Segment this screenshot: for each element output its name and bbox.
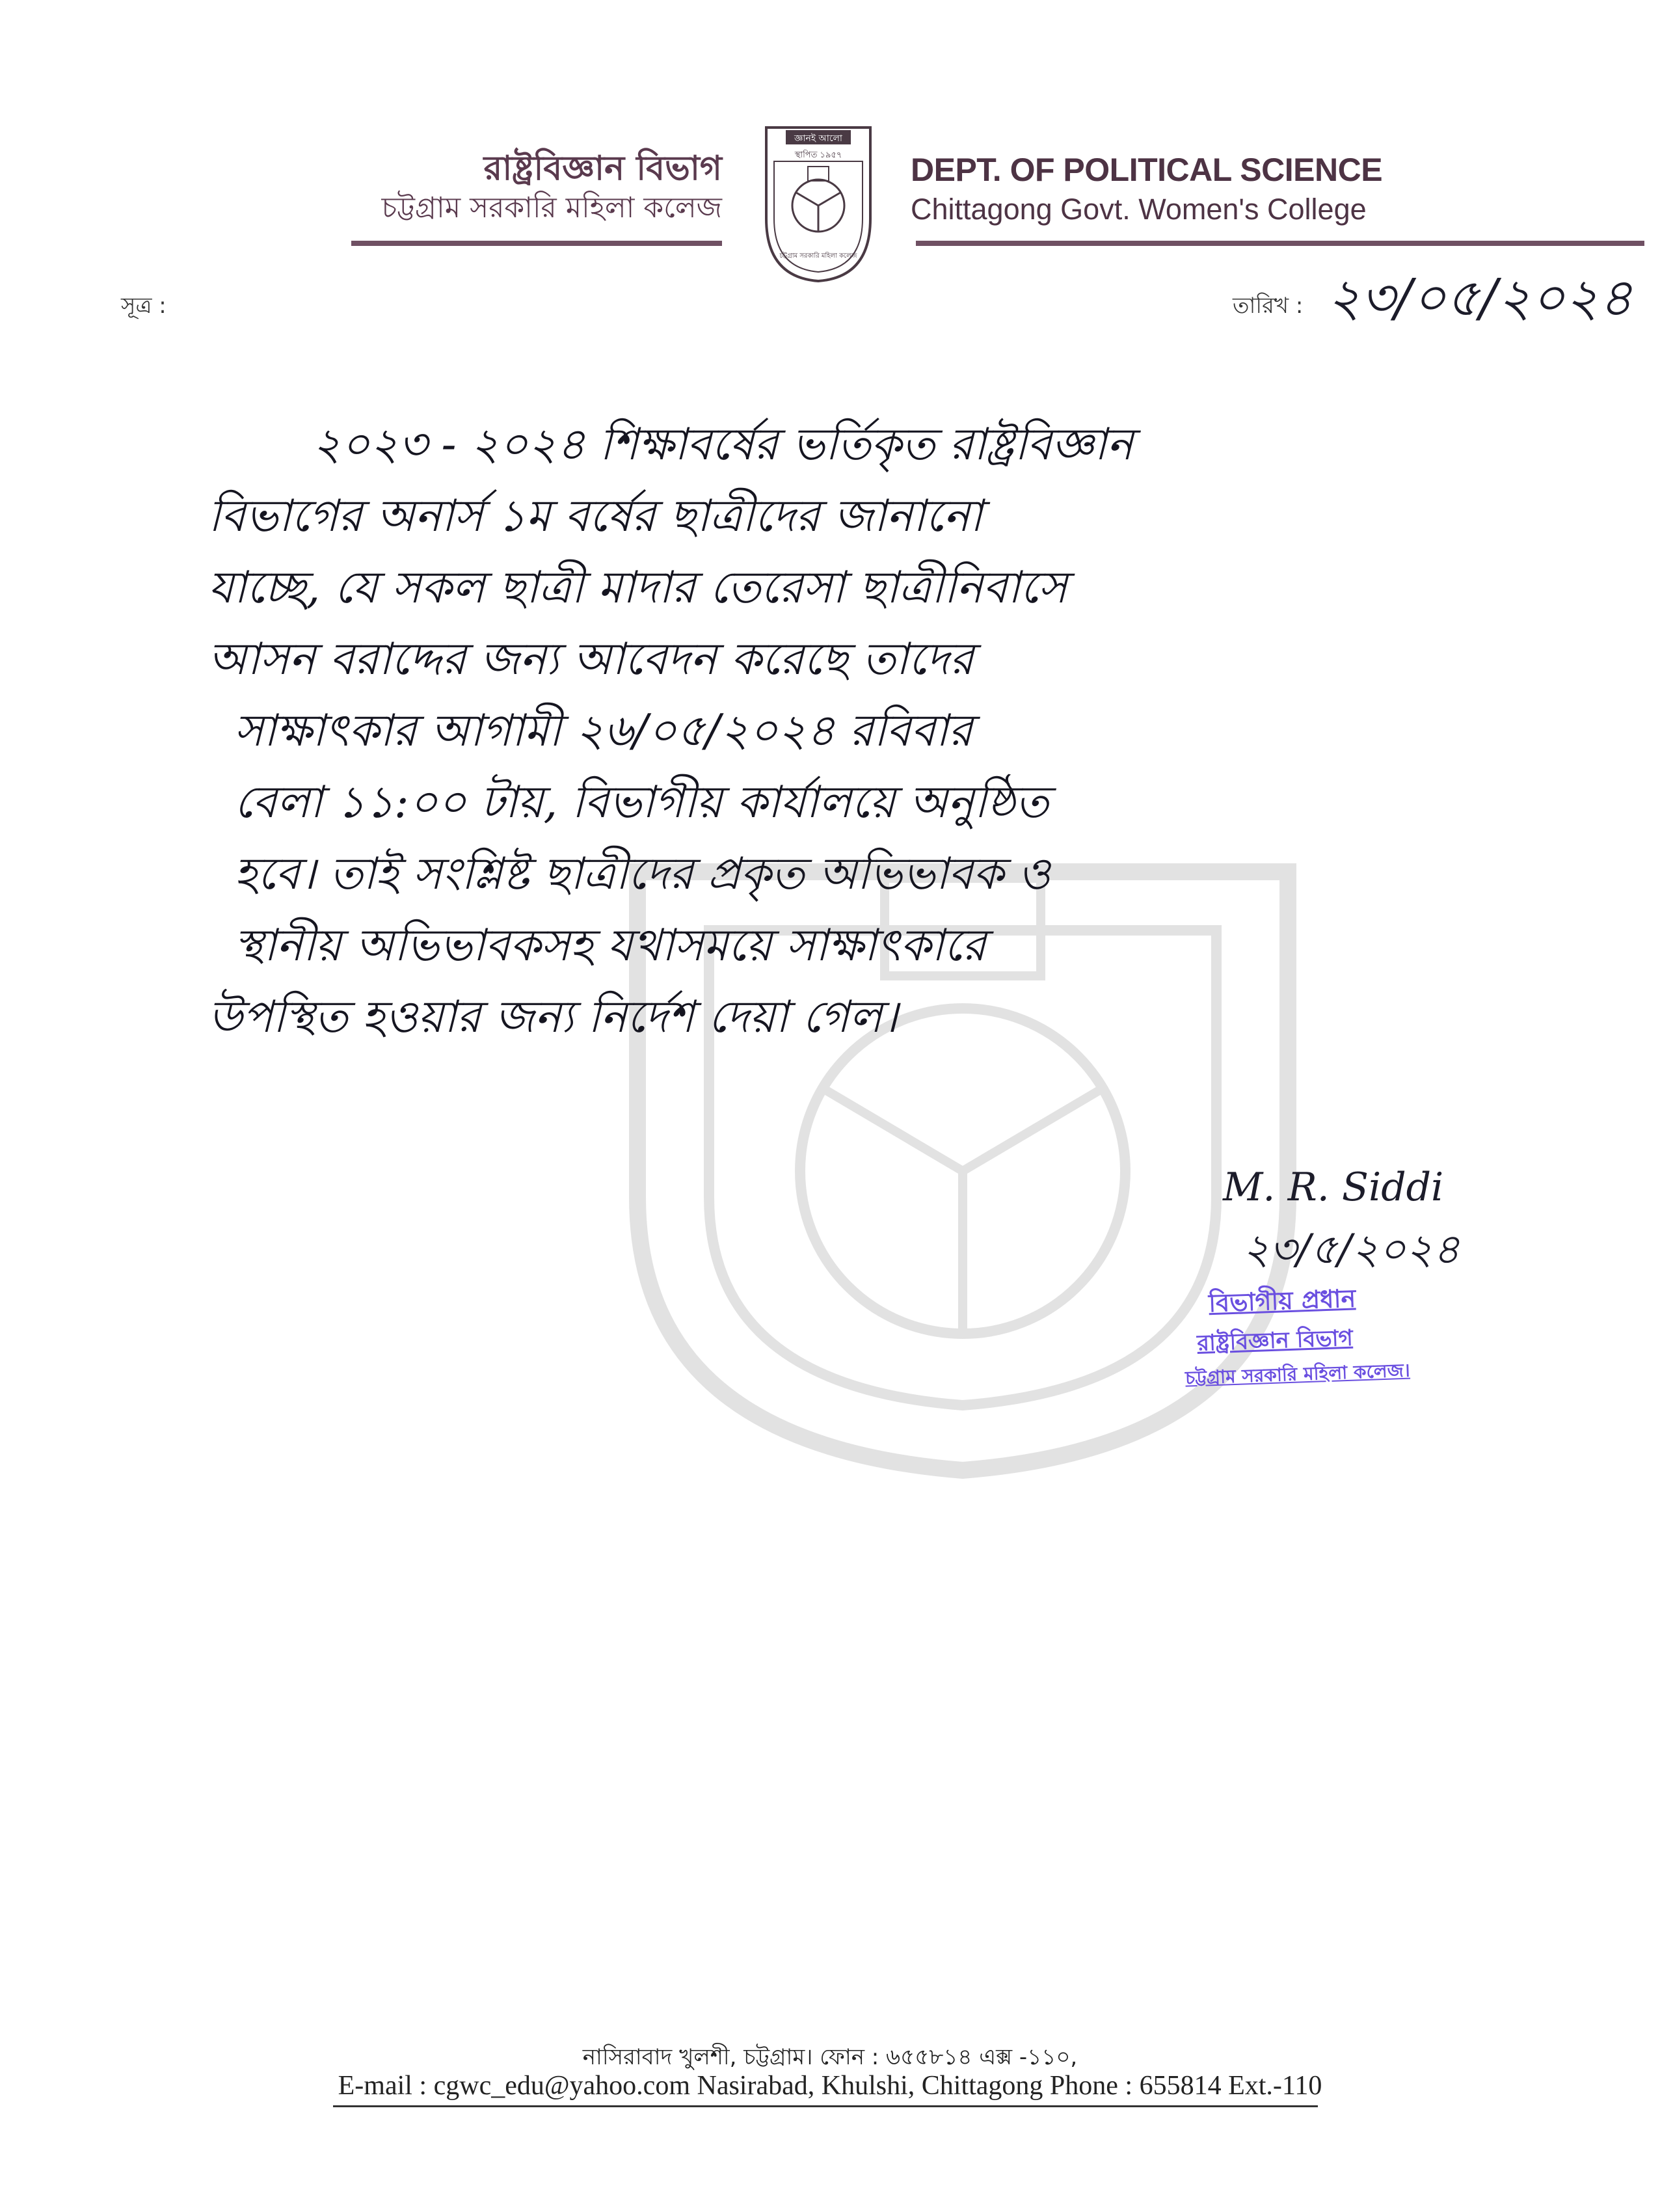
letterhead-rule-right xyxy=(916,241,1644,246)
english-department-title: DEPT. OF POLITICAL SCIENCE xyxy=(911,152,1383,188)
body-line: যাচ্ছে, যে সকল ছাত্রী মাদার তেরেসা ছাত্রীনিবাসে xyxy=(208,562,1067,614)
body-line: বেলা ১১:০০ টায়, বিভাগীয় কার্যালয়ে অনুষ্ঠিত xyxy=(234,777,1049,828)
footer-english-contact: E-mail : cgwc_edu@yahoo.com Nasirabad, Khulshi, Chittagong Phone : 655814 Ext.-110 xyxy=(338,2071,1322,2101)
english-college-name: Chittagong Govt. Women's College xyxy=(911,193,1367,226)
bangla-department-title: রাষ্ট্রবিজ্ঞান বিভাগ xyxy=(483,149,722,188)
footer-rule xyxy=(333,2105,1318,2107)
signature-date: ২৩/৫/২০২৪ xyxy=(1242,1226,1460,1274)
body-line: বিভাগের অনার্স ১ম বর্ষের ছাত্রীদের জানানো xyxy=(208,491,983,542)
letterhead-rule-left xyxy=(351,241,722,246)
college-logo xyxy=(760,121,877,284)
body-line: স্থানীয় অভিভাবকসহ যথাসময়ে সাক্ষাৎকারে xyxy=(234,920,986,971)
body-line: সাক্ষাৎকার আগামী ২৬/০৫/২০২৪ রবিবার xyxy=(234,705,973,757)
body-line: আসন বরাদ্দের জন্য আবেদন করেছে তাদের xyxy=(208,634,974,685)
logo-ring-text: চট্টগ্রাম সরকারি মহিলা কলেজ xyxy=(779,252,857,260)
date-label: তারিখ : xyxy=(1233,293,1304,319)
body-line: হবে। তাই সংশ্লিষ্ট ছাত্রীদের প্রকৃত অভিভাবক ও xyxy=(234,848,1051,900)
logo-motto: জ্ঞানই আলো xyxy=(794,133,842,144)
body-line: উপস্থিত হওয়ার জন্য নির্দেশ দেয়া গেল। xyxy=(208,991,898,1043)
footer-bangla-address: নাসিরাবাদ খুলশী, চট্টগ্রাম। ফোন : ৬৫৫৮১৪ এক্স -১১০, xyxy=(582,2044,1078,2070)
logo-established: স্থাপিত ১৯৫৭ xyxy=(794,150,842,160)
handwritten-date: ২৩/০৫/২০২৪ xyxy=(1327,267,1633,328)
stamp-college: চট্টগ্রাম সরকারি মহিলা কলেজ। xyxy=(1185,1359,1411,1389)
department-head-stamp xyxy=(1182,1275,1472,1394)
stamp-title: বিভাগীয় প্রধান xyxy=(1208,1284,1356,1318)
body-line: ২০২৩ - ২০২৪ শিক্ষাবর্ষের ভর্তিকৃত রাষ্ট্রবিজ্ঞান xyxy=(312,419,1134,470)
reference-label: সূত্র : xyxy=(121,293,167,319)
signature-name: M. R. Siddi xyxy=(1223,1165,1444,1210)
stamp-department: রাষ্ট্রবিজ্ঞান বিভাগ xyxy=(1196,1325,1354,1356)
bangla-college-name: চট্টগ্রাম সরকারি মহিলা কলেজ xyxy=(381,191,722,224)
